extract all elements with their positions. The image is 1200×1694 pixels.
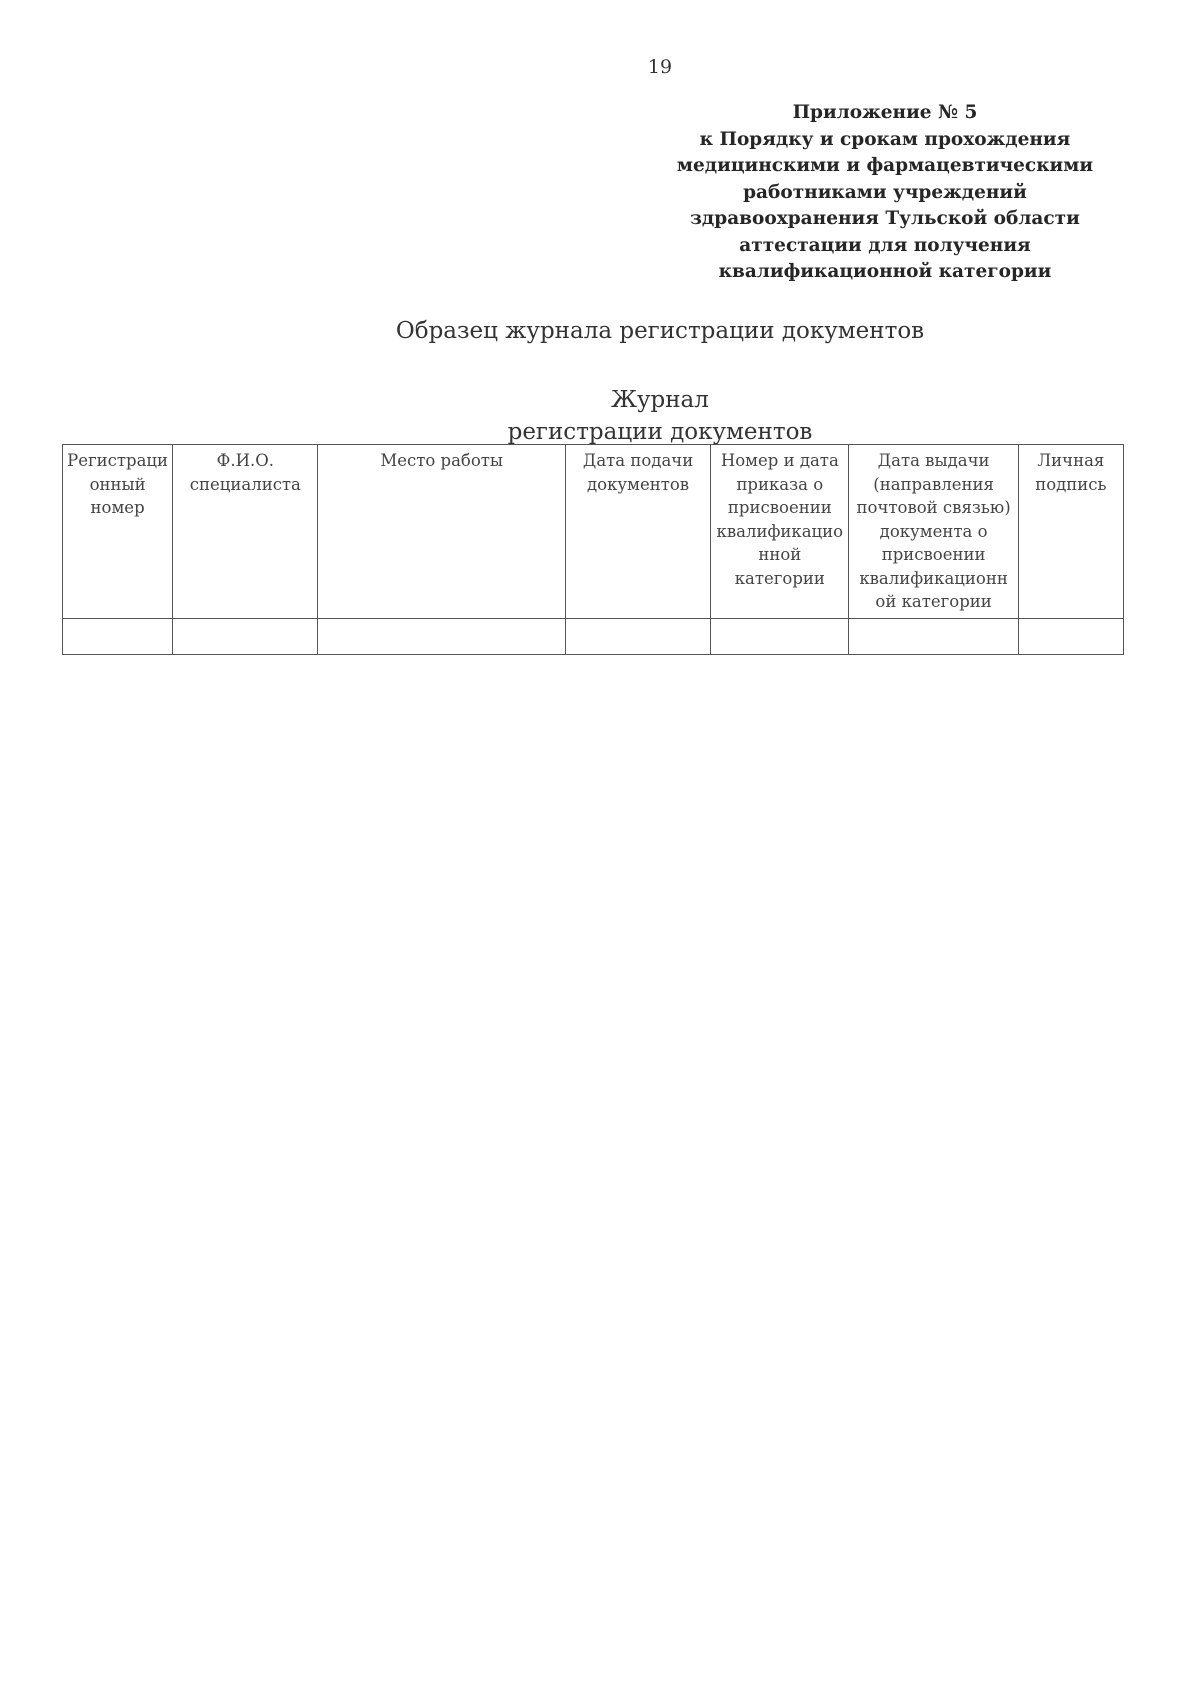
column-header-issue-date: Дата выдачи (направления почтовой связью) документа о присвоении квалификационн ой категории	[849, 445, 1018, 619]
journal-title-line: Журнал	[611, 387, 709, 413]
table-cell[interactable]	[63, 619, 173, 655]
appendix-line: работниками учреждений	[743, 181, 1027, 203]
table-cell[interactable]	[173, 619, 318, 655]
journal-title	[0, 384, 1200, 448]
column-header-order-number-date: Номер и дата приказа о присвоении квалификацио нной категории	[711, 445, 849, 619]
column-header-specialist-name: Ф.И.О. специалиста	[173, 445, 318, 619]
appendix-line: аттестации для получения	[739, 234, 1031, 256]
appendix-line: квалификационной категории	[718, 261, 1052, 282]
appendix-line: Приложение № 5	[792, 102, 978, 123]
appendix-header	[660, 100, 1110, 286]
table-cell[interactable]	[565, 619, 710, 655]
registration-table	[62, 444, 1124, 655]
appendix-line: медицинскими и фармацевтическими	[676, 155, 1094, 176]
appendix-line: здравоохранения Тульской области	[690, 208, 1080, 229]
appendix-line: к Порядку и срокам прохождения	[699, 128, 1071, 150]
page-number: 19	[647, 56, 673, 78]
column-header-registration-number: Регистраци онный номер	[63, 445, 173, 619]
table-row	[63, 619, 1124, 655]
table-header-row	[63, 445, 1124, 619]
sample-title: Образец журнала регистрации документов	[395, 318, 925, 344]
table-cell[interactable]	[849, 619, 1018, 655]
table-cell[interactable]	[711, 619, 849, 655]
table-cell[interactable]	[318, 619, 565, 655]
column-header-submission-date: Дата подачи документов	[565, 445, 710, 619]
table-cell[interactable]	[1018, 619, 1123, 655]
column-header-workplace: Место работы	[318, 445, 565, 619]
journal-subtitle-line: регистрации документов	[507, 419, 813, 445]
column-header-signature: Личная подпись	[1018, 445, 1123, 619]
